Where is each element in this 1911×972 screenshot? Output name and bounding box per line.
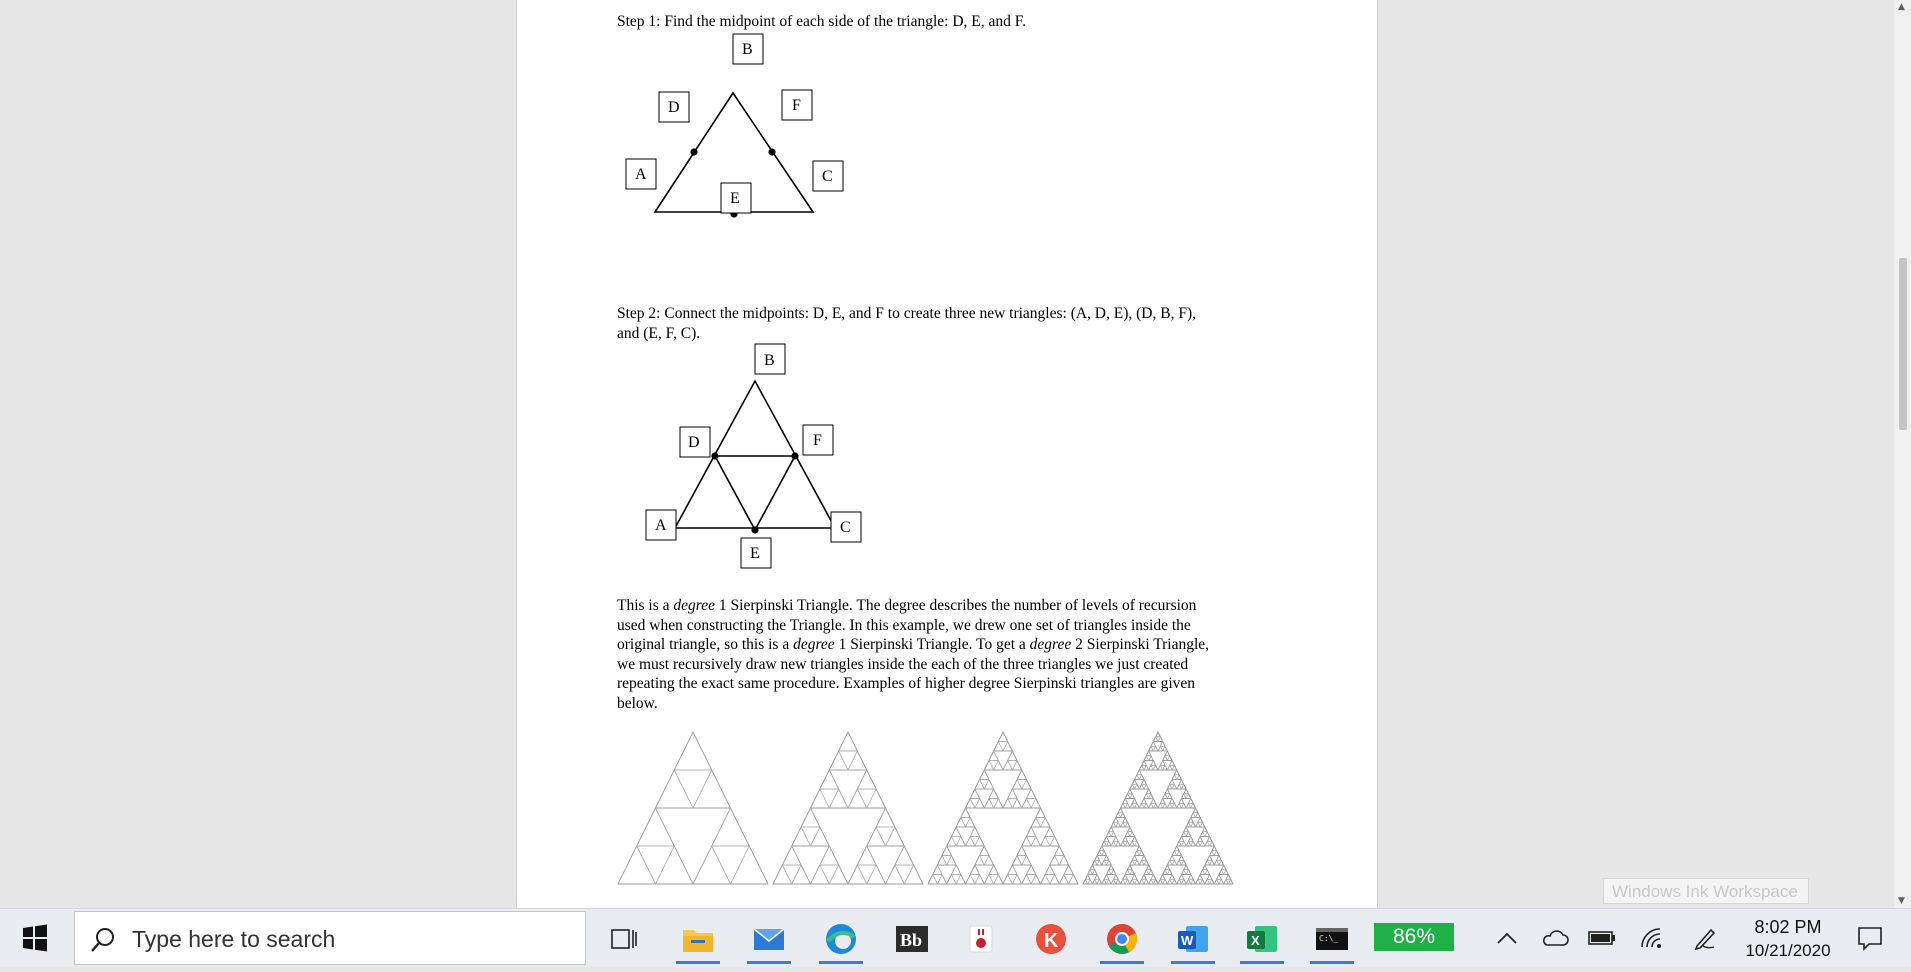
battery-icon [1588, 930, 1616, 946]
start-button[interactable] [0, 909, 72, 967]
edge-button[interactable] [813, 914, 869, 964]
task-view-button[interactable] [596, 914, 652, 964]
step2-text [617, 304, 1297, 343]
label-b: B [742, 41, 753, 58]
clock-time: 8:02 PM [1754, 917, 1822, 937]
label-d: D [668, 99, 680, 116]
file-explorer-button[interactable] [670, 914, 726, 964]
lab-app-icon [966, 923, 996, 955]
label-e: E [750, 545, 760, 562]
step2-line1: Step 2: Connect the midpoints: D, E, and F to create three new triangles: (A, D, E), (D, B, F), [617, 305, 1196, 322]
clock-date: 10/21/2020 [1745, 941, 1831, 960]
task-view-icon [609, 926, 639, 952]
battery-percent-app[interactable] [1374, 923, 1454, 951]
label-c: C [840, 519, 851, 536]
label-f: F [813, 432, 822, 449]
scroll-thumb[interactable] [1899, 258, 1907, 430]
battery-percent-label: 86% [1392, 925, 1436, 948]
midpoint-f [768, 148, 775, 155]
taskbar-clock[interactable] [1728, 915, 1848, 963]
degree-explanation: This is a degree 1 Sierpinski Triangle. The degree describes the number of levels of recursion used when constructing the Triangle. In this example, we drew one set of triangles inside the original triangle, so this is a degree 1 Sierpinski Triangle. To get a degree 2 Sierpinski Triangle, we must recursively draw new triangles inside the each of the three triangles we just created repeating the exact same procedure. Examples of higher degree Sierpinski triangles are given below. [617, 597, 1210, 712]
label-d: D [688, 434, 700, 451]
excel-icon [1245, 923, 1279, 955]
midpoint-d [690, 148, 697, 155]
svg-text:Bb: Bb [900, 930, 923, 950]
action-center-button[interactable] [1852, 919, 1888, 957]
sierpinski-degree-3 [773, 732, 923, 884]
search-icon [89, 926, 117, 954]
show-hidden-icons-button[interactable] [1489, 919, 1525, 957]
wifi-icon [1639, 926, 1665, 950]
battery-tray[interactable] [1584, 919, 1620, 957]
file-explorer-icon [681, 924, 715, 954]
windows-ink-workspace-tooltip: Windows Ink Workspace [1603, 878, 1809, 904]
lab-app-button[interactable] [953, 914, 1009, 964]
blackboard-button[interactable] [884, 914, 940, 964]
cloud-icon [1541, 929, 1569, 947]
excel-button[interactable] [1234, 914, 1290, 964]
step1-text: Step 1: Find the midpoint of each side of the triangle: D, E, and F. [617, 13, 1027, 30]
document-page [516, 0, 1378, 908]
mail-button[interactable] [741, 914, 797, 964]
chevron-up-icon [1496, 931, 1518, 945]
chrome-button[interactable] [1094, 914, 1150, 964]
chrome-icon [1105, 922, 1139, 956]
kahoot-icon [1034, 922, 1068, 956]
svg-text:K: K [1044, 930, 1059, 952]
onedrive-tray[interactable] [1537, 919, 1573, 957]
figure-step2-triangle [617, 354, 877, 574]
sierpinski-degree-5 [1083, 732, 1233, 884]
svg-text:W: W [1181, 933, 1194, 948]
search-placeholder: Type here to search [132, 926, 336, 952]
figure-step1-triangle [617, 38, 857, 263]
taskbar [0, 908, 1911, 967]
scroll-down-arrow-icon[interactable]: ▼ [1898, 896, 1905, 906]
wifi-tray[interactable] [1634, 919, 1670, 957]
label-b: B [764, 352, 775, 369]
label-c: C [822, 168, 833, 185]
label-e: E [730, 190, 740, 207]
sierpinski-degree-2 [618, 732, 768, 884]
edge-icon [823, 921, 859, 957]
terminal-button[interactable] [1304, 914, 1360, 964]
word-icon [1176, 923, 1210, 955]
word-button[interactable] [1165, 914, 1221, 964]
kahoot-button[interactable] [1023, 914, 1079, 964]
taskbar-search-box[interactable] [74, 911, 586, 965]
notification-icon [1856, 925, 1884, 951]
scroll-up-arrow-icon[interactable]: ▲ [1898, 2, 1905, 12]
svg-text:C:\_: C:\_ [1319, 934, 1339, 943]
sierpinski-degree-4 [928, 732, 1078, 884]
sierpinski-examples-figure [617, 730, 1247, 890]
vertical-scrollbar[interactable] [1894, 0, 1911, 908]
blackboard-icon [895, 924, 929, 954]
windows-ink-tray[interactable] [1687, 919, 1723, 957]
terminal-icon [1315, 925, 1349, 953]
svg-text:X: X [1251, 933, 1260, 948]
mail-icon [752, 925, 786, 953]
windows-logo-icon [0, 909, 72, 967]
pen-icon [1692, 925, 1718, 951]
label-a: A [635, 166, 647, 183]
step2-line2: and (E, F, C). [617, 324, 701, 342]
label-f: F [792, 97, 801, 114]
label-a: A [655, 517, 667, 534]
